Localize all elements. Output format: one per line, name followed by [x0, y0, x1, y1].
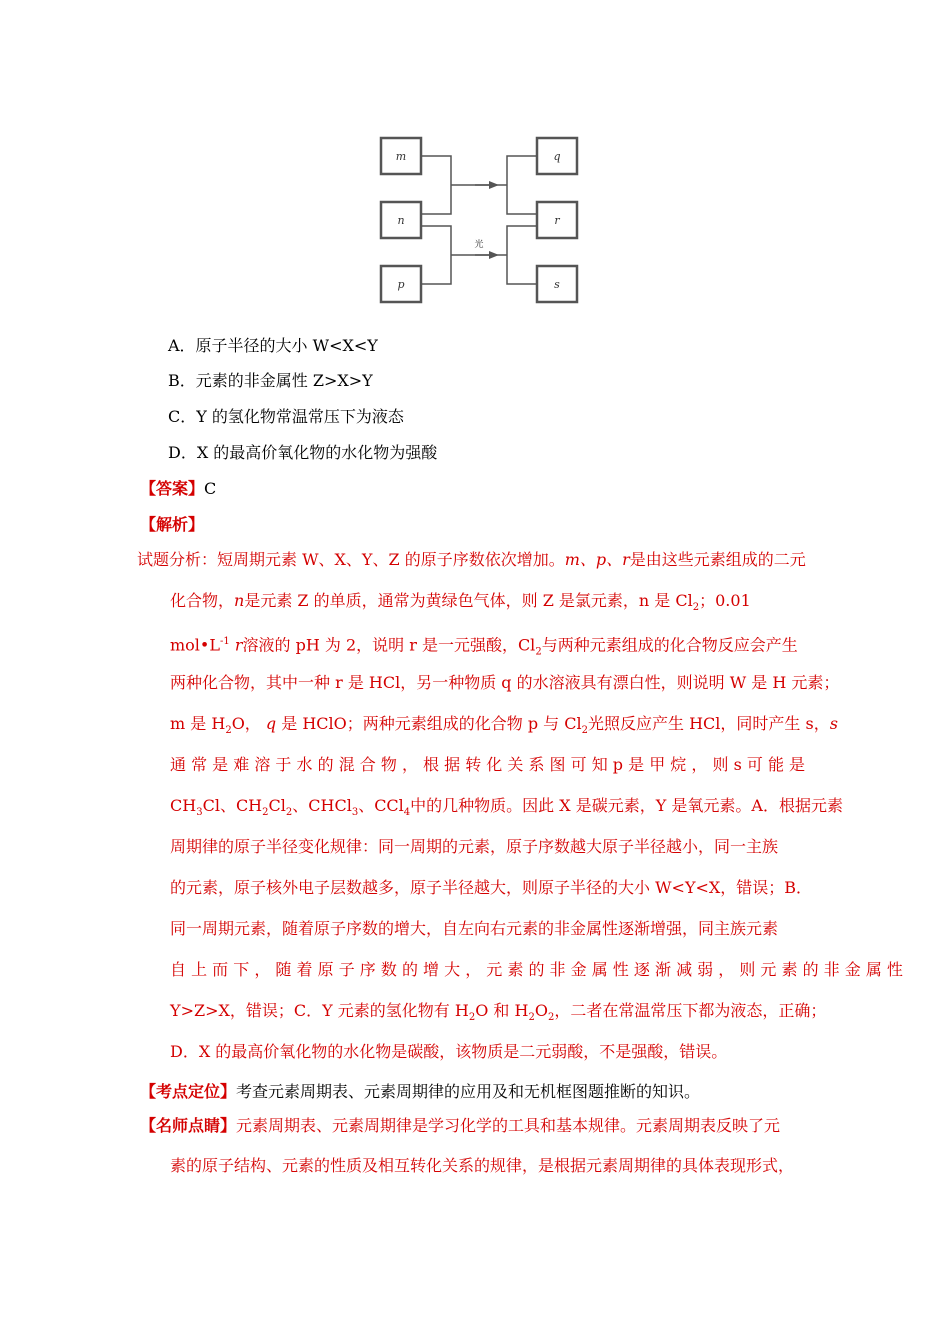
analysis-line-10: 同一周期元素，随着原子序数的增大，自左向右元素的非金属性逐渐增强，同主族元素	[170, 919, 779, 938]
analysis-line-5: m 是 $H_2O$， q 是 HClO；两种元素组成的化合物 p 与 $Cl_2$光照反应产生 HCl，同时产生 s，s	[170, 714, 838, 737]
answer-value: C	[204, 479, 217, 498]
option-c: C．Y 的氢化物常温常压下为液态	[168, 407, 404, 426]
answer-line	[140, 479, 216, 499]
condition-label: 光	[474, 240, 484, 250]
option-b: B．元素的非金属性 Z>X>Y	[168, 371, 373, 390]
answer-label: 【答案】	[140, 479, 205, 498]
box-q-label: q	[553, 150, 561, 163]
box-s-label: s	[554, 278, 560, 291]
kaodian-text: 考查元素周期表、元素周期律的应用及和无机框图题推断的知识。	[236, 1082, 701, 1101]
analysis-line-9: 的元素，原子核外电子层数越多，原子半径越大，则原子半径的大小 W<Y<X，错误；B．	[170, 878, 813, 897]
box-p-label: p	[397, 278, 405, 291]
analysis-line-11: 自 上 而 下 ， 随 着 原 子 序 数 的 增 大 ， 元 素 的 非 金 属 性 逐 渐 减 弱 ， 则 元 素 的 非 金 属 性	[170, 960, 903, 979]
mingshi-line-1	[140, 1115, 780, 1137]
box-m-label: m	[395, 150, 407, 163]
mingshi-label: 【名师点睛】	[140, 1116, 237, 1135]
analysis-line-12: Y>Z>X，错误；C．Y 元素的氢化物有 $H_2O$ 和 $H_2O_2$，二者在常温常压下都为液态，正确；	[170, 1001, 827, 1024]
option-d: D．X 的最高价氧化物的水化物为强酸	[168, 443, 438, 462]
conversion-diagram	[375, 130, 585, 310]
analysis-line-4: 两种化合物，其中一种 r 是 HCl，另一种物质 q 的水溶液具有漂白性，则说明 W 是 H 元素；	[170, 673, 840, 692]
analysis-line-13: D．X 的最高价氧化物的水化物是碳酸，该物质是二元弱酸，不是强酸，错误。	[170, 1042, 728, 1061]
mingshi-line-2: 素的原子结构、元素的性质及相互转化关系的规律，是根据元素周期律的具体表现形式，	[170, 1156, 795, 1175]
analysis-line-3: $mol•L^{-1}$ r溶液的 pH 为 2，说明 r 是一元强酸，$Cl_2$与两种元素组成的化合物反应会产生	[170, 635, 798, 658]
option-a: A．原子半径的大小 W<X<Y	[168, 336, 378, 355]
analysis-line-2: 化合物，n是元素 Z 的单质，通常为黄绿色气体，则 Z 是氯元素，n 是 $Cl_2$；0.01	[170, 591, 751, 614]
analysis-line-7: $CH_3Cl$、$CH_2Cl_2$、CHCl$_3$、CCl$_4$中的几种物质。因此 X 是碳元素，Y 是氧元素。A．根据元素	[170, 796, 843, 819]
kaodian-label: 【考点定位】	[140, 1082, 237, 1101]
kaodian-line	[140, 1081, 700, 1103]
analysis-label: 【解析】	[140, 515, 205, 534]
analysis-line-1: 试题分析：短周期元素 W、X、Y、Z 的原子序数依次增加。m、p、r是由这些元素组成的二元	[137, 550, 806, 569]
mingshi-text-1: 元素周期表、元素周期律是学习化学的工具和基本规律。元素周期表反映了元	[236, 1116, 781, 1135]
analysis-line-8: 周期律的原子半径变化规律：同一周期的元素，原子序数越大原子半径越小，同一主族	[170, 837, 779, 856]
box-n-label: n	[397, 214, 405, 227]
analysis-line-6: 通 常 是 难 溶 于 水 的 混 合 物 ， 根 据 转 化 关 系 图 可 知 p 是 甲 烷 ， 则 s 可 能 是	[170, 755, 806, 774]
box-r-label: r	[554, 214, 560, 227]
